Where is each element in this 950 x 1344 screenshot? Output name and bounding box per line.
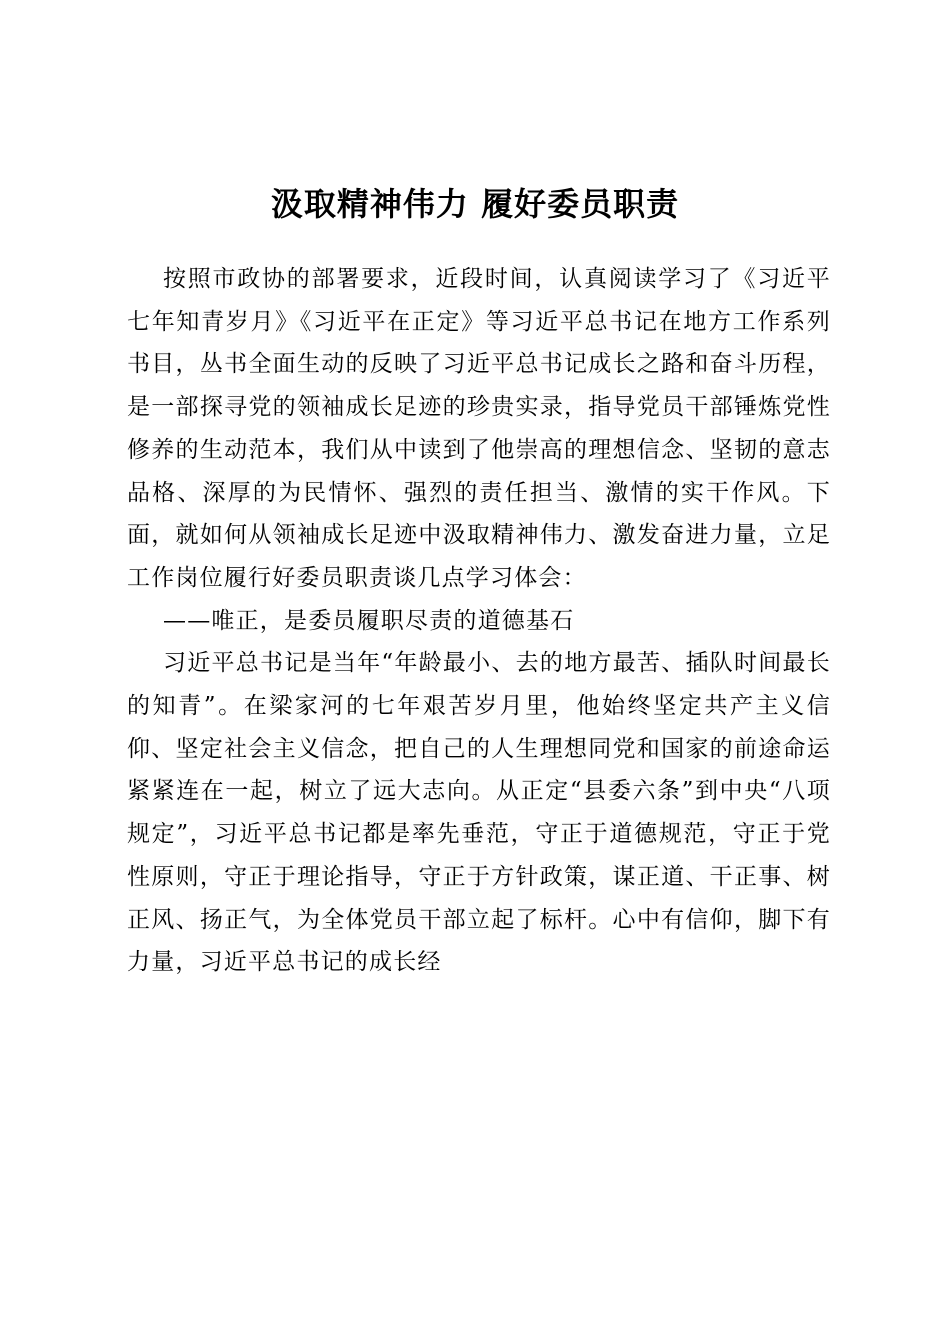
document-title: 汲取精神伟力 履好委员职责 <box>270 185 680 223</box>
section-heading: ——唯正，是委员履职尽责的道德基石 <box>163 607 575 634</box>
body-paragraph: 习近平总书记是当年“年龄最小、去的地方最苦、插队时间最长的知青”。在梁家河的七年艰苦岁月里，他始终坚定共产主义信仰、坚定社会主义信念，把自己的人生理想同党和国家的前途命运紧紧连在一起，树立了远大志向。从正定“县委六条”到中央“八项规定”，习近平总书记都是率先垂范，守正于道德规范，守正于党性原则，守正于理论指导，守正于方针政策，谋正道、干正事、树正风、扬正气，为全体党员干部立起了标杆。心中有信仰，脚下有力量，习近平总书记的成长经 <box>127 650 831 976</box>
document-body <box>127 258 831 984</box>
intro-paragraph: 按照市政协的部署要求，近段时间，认真阅读学习了《习近平七年知青岁月》《习近平在正定》等习近平总书记在地方工作系列书目，丛书全面生动的反映了习近平总书记成长之路和奋斗历程，是一部探寻党的领袖成长足迹的珍贵实录，指导党员干部锤炼党性修养的生动范本，我们从中读到了他崇高的理想信念、坚韧的意志品格、深厚的为民情怀、强烈的责任担当、激情的实干作风。下面，就如何从领袖成长足迹中汲取精神伟力、激发奋进力量，立足工作岗位履行好委员职责谈几点学习体会： <box>127 266 831 591</box>
